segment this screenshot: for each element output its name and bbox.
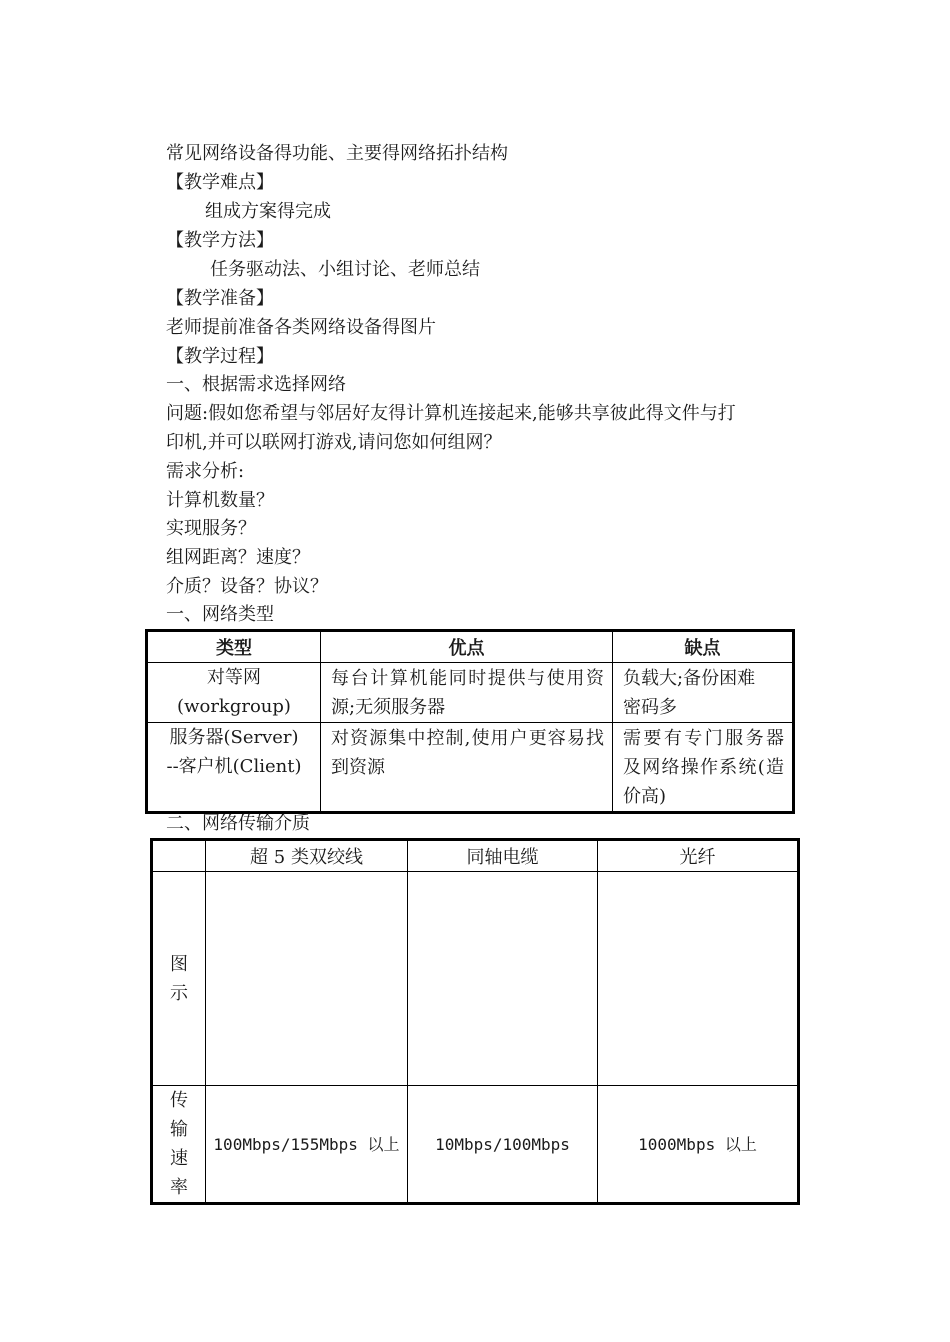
analysis-item: 介质？设备？协议？ bbox=[166, 576, 328, 597]
network-types-table bbox=[145, 629, 795, 814]
table-row bbox=[147, 663, 794, 723]
rate-cell bbox=[408, 1086, 598, 1204]
header-pros: 优点 bbox=[321, 631, 613, 663]
section-one-title: 一、根据需求选择网络 bbox=[166, 374, 346, 395]
image-placeholder-twisted-pair bbox=[206, 872, 408, 1086]
heading-process: 【教学过程】 bbox=[166, 346, 274, 367]
question-line-2: 印机,并可以联网打游戏,请问您如何组网？ bbox=[166, 432, 502, 453]
cons-line: 密码多 bbox=[623, 697, 677, 718]
intro-line: 常见网络设备得功能、主要得网络拓扑结构 bbox=[166, 143, 508, 164]
rate-value: 100Mbps/155Mbps 以上 bbox=[213, 1134, 400, 1154]
heading-preparation: 【教学准备】 bbox=[166, 288, 274, 309]
header-blank bbox=[152, 840, 206, 872]
question-line-1: 问题:假如您希望与邻居好友得计算机连接起来,能够共享彼此得文件与打 bbox=[166, 403, 736, 424]
header-cons: 缺点 bbox=[613, 631, 794, 663]
row-label: 传输速率 bbox=[170, 1090, 188, 1198]
table-header-row bbox=[152, 840, 799, 872]
pros-cell: 对资源集中控制,使用户更容易找到资源 bbox=[321, 723, 613, 813]
difficulty-text: 组成方案得完成 bbox=[205, 201, 331, 222]
table-header-row bbox=[147, 631, 794, 663]
method-text: 任务驱动法、小组讨论、老师总结 bbox=[210, 259, 480, 280]
analysis-item: 计算机数量？ bbox=[166, 490, 274, 511]
header-fiber: 光纤 bbox=[598, 840, 799, 872]
header-coaxial: 同轴电缆 bbox=[408, 840, 598, 872]
media-section-title: 二、网络传输介质 bbox=[166, 813, 310, 834]
header-twisted-pair: 超 5 类双绞线 bbox=[206, 840, 408, 872]
image-placeholder-coaxial bbox=[408, 872, 598, 1086]
heading-difficulty: 【教学难点】 bbox=[166, 172, 274, 193]
type-alias: --客户机(Client) bbox=[166, 756, 302, 777]
table-row bbox=[147, 723, 794, 813]
transmission-media-table bbox=[150, 838, 800, 1205]
preparation-text: 老师提前准备各类网络设备得图片 bbox=[166, 317, 436, 338]
header-type: 类型 bbox=[147, 631, 321, 663]
type-alias: (workgroup) bbox=[177, 696, 291, 717]
analysis-title: 需求分析: bbox=[166, 461, 245, 482]
type-name: 对等网 bbox=[207, 667, 261, 688]
type-cell bbox=[147, 663, 321, 723]
network-types-title: 一、网络类型 bbox=[166, 604, 274, 625]
pros-cell: 每台计算机能同时提供与使用资源;无须服务器 bbox=[321, 663, 613, 723]
heading-method: 【教学方法】 bbox=[166, 230, 274, 251]
rate-value: 1000Mbps 以上 bbox=[638, 1134, 757, 1154]
rate-value: 10Mbps/100Mbps bbox=[435, 1134, 570, 1154]
table-row-images bbox=[152, 872, 799, 1086]
cons-line: 负载大;备份困难 bbox=[623, 668, 756, 689]
image-placeholder-fiber bbox=[598, 872, 799, 1086]
rate-cell bbox=[206, 1086, 408, 1204]
type-name: 服务器(Server) bbox=[169, 727, 299, 748]
cons-cell bbox=[613, 663, 794, 723]
row-label-cell bbox=[152, 1086, 206, 1204]
analysis-item: 组网距离？速度？ bbox=[166, 547, 310, 568]
row-label: 图示 bbox=[170, 953, 188, 1004]
analysis-item: 实现服务？ bbox=[166, 518, 256, 539]
type-cell bbox=[147, 723, 321, 813]
rate-cell bbox=[598, 1086, 799, 1204]
row-label-cell bbox=[152, 872, 206, 1086]
table-row-rates bbox=[152, 1086, 799, 1204]
cons-cell: 需要有专门服务器及网络操作系统(造价高) bbox=[613, 723, 794, 813]
